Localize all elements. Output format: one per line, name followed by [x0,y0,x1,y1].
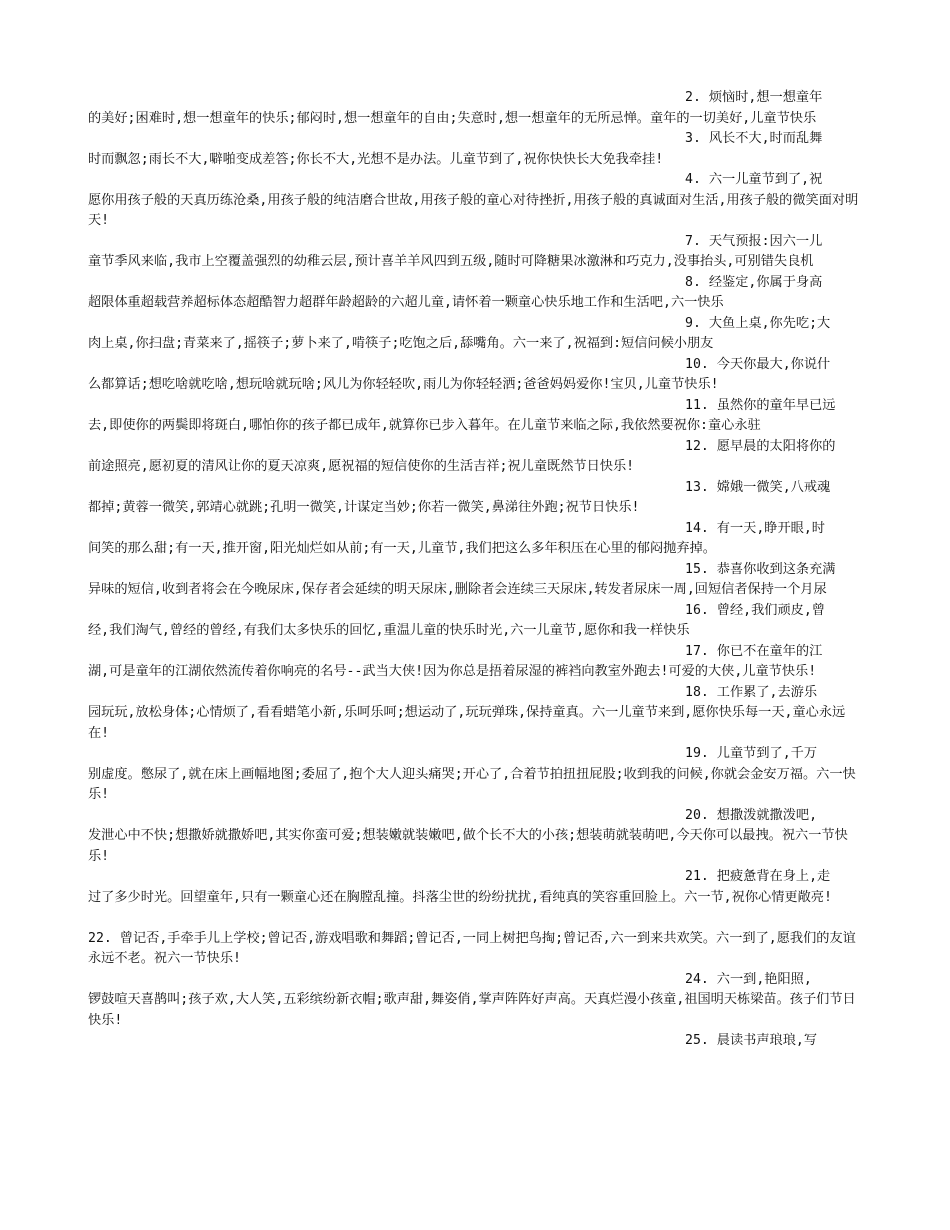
paragraph-text: 肉上桌,你扫盘;青菜来了,摇筷子;萝卜来了,啃筷子;吃饱之后,舔嘴角。六一来了,祝福到:短信问候小朋友 [88,336,714,351]
paragraph-18 [88,683,863,745]
paragraph-12 [88,437,863,478]
paragraph-13 [88,478,863,519]
paragraph-text: 间笑的那么甜;有一天,推开窗,阳光灿烂如从前;有一天,儿童节,我们把这么多年积压在心里的郁闷抛弃掉。 [88,541,716,556]
paragraph-21 [88,867,863,908]
paragraph-text: 么都算话;想吃啥就吃啥,想玩啥就玩啥;风儿为你轻轻吹,雨儿为你轻轻洒;爸爸妈妈爱你!宝贝,儿童节快乐! [88,377,719,392]
paragraph-text: 过了多少时光。回望童年,只有一颗童心还在胸膛乱撞。抖落尘世的纷纷扰扰,看纯真的笑容重回脸上。六一节,祝你心情更敞亮! [88,889,832,905]
paragraph-10 [88,355,863,396]
paragraph-lead: 7. 天气预报:因六一儿 [685,233,823,249]
paragraph-lead: 3. 风长不大,时而乱舞 [685,131,823,146]
paragraph-text: 园玩玩,放松身体;心情烦了,看看蜡笔小新,乐呵乐呵;想运动了,玩玩弹珠,保持童真。六一儿童节来到,愿你快乐每一天,童心永远在! [88,705,846,741]
paragraph-lead: 8. 经鉴定,你属于身高 [685,274,823,290]
paragraph-lead: 11. 虽然你的童年早已远 [685,397,836,413]
paragraph-text: 超限体重超载营养超标体态超酷智力超群年龄超龄的六超儿童,请怀着一颗童心快乐地工作和生活吧,六一快乐 [88,295,724,310]
paragraph-11 [88,396,863,437]
blank-line [88,908,863,929]
paragraph-text: 去,即使你的两鬓即将斑白,哪怕你的孩子都已成年,就算你已步入暮年。在儿童节来临之际,我依然要祝你:童心永驻 [88,418,761,433]
paragraph-text: 前途照亮,愿初夏的清风让你的夏天凉爽,愿祝福的短信使你的生活吉祥;祝儿童既然节日快乐! [88,459,635,474]
paragraph-text: 锣鼓喧天喜鹊叫;孩子欢,大人笑,五彩缤纷新衣帽;歌声甜,舞姿俏,掌声阵阵好声高。天真烂漫小孩童,祖国明天栋梁苗。孩子们节日快乐! [88,992,856,1028]
paragraph-lead: 4. 六一儿童节到了,祝 [685,172,823,187]
paragraph-16 [88,601,863,642]
paragraph-lead: 10. 今天你最大,你说什 [685,356,831,372]
paragraph-4 [88,170,863,232]
paragraph-text: 经,我们淘气,曾经的曾经,有我们太多快乐的回忆,重温儿童的快乐时光,六一儿童节,愿你和我一样快乐 [88,623,690,638]
paragraph-9 [88,314,863,355]
paragraph-text: 别虚度。憋尿了,就在床上画幅地图;委屈了,抱个大人迎头痛哭;开心了,合着节拍扭扭屁股;收到我的问候,你就会金安万福。六一快乐! [88,766,856,802]
paragraph-lead: 2. 烦恼时,想一想童年 [685,90,823,105]
document-page [88,88,863,1052]
paragraph-lead: 24. 六一到,艳阳照, [685,971,812,987]
paragraph-7 [88,232,863,273]
paragraph-text: 湖,可是童年的江湖依然流传着你响亮的名号--武当大侠!因为你总是捂着尿湿的裤裆向教室外跑去!可爱的大侠,儿童节快乐! [88,664,817,679]
paragraph-3 [88,129,863,170]
paragraph-20 [88,806,863,868]
paragraph-lead: 19. 儿童节到了,千万 [685,746,818,761]
paragraph-lead: 18. 工作累了,去游乐 [685,684,818,700]
paragraph-lead: 13. 嫦娥一微笑,八戒魂 [685,479,831,495]
paragraph-text: 愿你用孩子般的天真历练沧桑,用孩子般的纯洁磨合世故,用孩子般的童心对待挫折,用孩子般的真诚面对生活,用孩子般的微笑面对明天! [88,192,859,228]
paragraph-14 [88,519,863,560]
paragraph-text: 时而飘忽;雨长不大,噼啪变成差答;你长不大,光想不是办法。儿童节到了,祝你快快长大免我牵挂! [88,151,664,167]
paragraph-text: 发泄心中不快;想撒娇就撒娇吧,其实你蛮可爱;想装嫩就装嫩吧,做个长不大的小孩;想装萌就装萌吧,今天你可以最拽。祝六一节快乐! [88,828,848,864]
paragraph-lead: 9. 大鱼上桌,你先吃;大 [685,315,831,331]
paragraph-lead: 17. 你已不在童年的江 [685,643,823,659]
paragraph-lead: 14. 有一天,睁开眼,时 [685,520,825,536]
paragraph-lead: 20. 想撒泼就撒泼吧, [685,807,818,823]
paragraph-15 [88,560,863,601]
paragraph-22 [88,929,863,970]
paragraph-17 [88,642,863,683]
paragraph-text: 的美好;困难时,想一想童年的快乐;郁闷时,想一想童年的自由;失意时,想一想童年的无所忌惮。童年的一切美好,儿童节快乐 [88,110,817,126]
paragraph-text: 童节季风来临,我市上空覆盖强烈的幼稚云层,预计喜羊羊风四到五级,随时可降糖果冰激淋和巧克力,没事抬头,可别错失良机 [88,254,814,269]
paragraph-lead: 16. 曾经,我们顽皮,曾 [685,602,825,618]
paragraph-2 [88,88,863,129]
paragraph-25 [88,1031,863,1052]
paragraph-lead: 12. 愿早晨的太阳将你的 [685,438,836,454]
paragraph-text: 都掉;黄蓉一微笑,郭靖心就跳;孔明一微笑,计谋定当妙;你若一微笑,鼻涕往外跑;祝节日快乐! [88,500,640,515]
paragraph-lead: 15. 恭喜你收到这条充满 [685,561,836,577]
paragraph-19 [88,744,863,806]
paragraph-text: 异味的短信,收到者将会在今晚尿床,保存者会延续的明天尿床,删除者会连续三天尿床,转发者尿床一周,回短信者保持一个月尿 [88,582,827,597]
paragraph-8 [88,273,863,314]
paragraph-text: 22. 曾记否,手牵手儿上学校;曾记否,游戏唱歌和舞蹈;曾记否,一同上树把鸟掏;曾记否,六一到来共欢笑。六一到了,愿我们的友谊永远不老。祝六一节快乐! [88,930,856,966]
paragraph-lead: 25. 晨读书声琅琅,写 [685,1033,818,1048]
paragraph-lead: 21. 把疲惫背在身上,走 [685,869,831,884]
paragraph-24 [88,970,863,1032]
